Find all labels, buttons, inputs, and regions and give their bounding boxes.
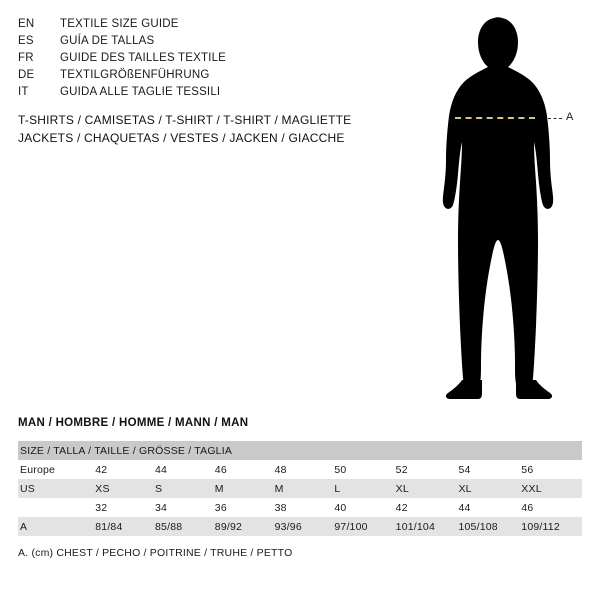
language-row bbox=[18, 16, 378, 33]
table-cell: 109/112 bbox=[519, 517, 582, 536]
language-title: GUIDA ALLE TAGLIE TESSILI bbox=[60, 86, 221, 98]
garment-types bbox=[18, 111, 418, 147]
table-cell: M bbox=[213, 479, 273, 498]
table-cell: 34 bbox=[153, 498, 213, 517]
row-label: A bbox=[18, 517, 93, 536]
measure-leader-line bbox=[548, 118, 562, 119]
table-row-header bbox=[18, 441, 582, 460]
footnote: A. (cm) CHEST / PECHO / POITRINE / TRUHE / PETTO bbox=[18, 547, 293, 559]
table-cell: 36 bbox=[213, 498, 273, 517]
language-code: DE bbox=[18, 69, 35, 81]
table-cell: XS bbox=[93, 479, 153, 498]
row-label: Europe bbox=[18, 460, 93, 479]
table-cell: 32 bbox=[93, 498, 153, 517]
table-cell: S bbox=[153, 479, 213, 498]
table-row bbox=[18, 517, 582, 536]
language-title: TEXTILGRÖßENFÜHRUNG bbox=[60, 69, 210, 81]
table-cell: 46 bbox=[213, 460, 273, 479]
male-silhouette-icon bbox=[400, 8, 600, 408]
table-cell: 105/108 bbox=[456, 517, 519, 536]
table-cell: XL bbox=[456, 479, 519, 498]
table-cell: 56 bbox=[519, 460, 582, 479]
table-cell: XXL bbox=[519, 479, 582, 498]
body-figure bbox=[400, 8, 600, 408]
table-cell: 48 bbox=[273, 460, 333, 479]
table-row bbox=[18, 460, 582, 479]
table-cell: 101/104 bbox=[394, 517, 457, 536]
table-cell: M bbox=[273, 479, 333, 498]
table-cell: 85/88 bbox=[153, 517, 213, 536]
row-label bbox=[18, 498, 93, 517]
table-row bbox=[18, 479, 582, 498]
language-code: IT bbox=[18, 86, 29, 98]
table-cell: 44 bbox=[456, 498, 519, 517]
table-cell: 97/100 bbox=[332, 517, 393, 536]
table-cell: 42 bbox=[93, 460, 153, 479]
language-row bbox=[18, 33, 378, 50]
table-cell: 42 bbox=[394, 498, 457, 517]
language-title: GUIDE DES TAILLES TEXTILE bbox=[60, 52, 227, 64]
table-header-label: SIZE / TALLA / TAILLE / GRÖSSE / TAGLIA bbox=[18, 441, 582, 460]
table-title: MAN / HOMBRE / HOMME / MANN / MAN bbox=[18, 417, 249, 429]
size-table bbox=[18, 441, 582, 536]
language-title: TEXTILE SIZE GUIDE bbox=[60, 18, 179, 30]
table-cell: 50 bbox=[332, 460, 393, 479]
table-cell: XL bbox=[394, 479, 457, 498]
table-cell: 52 bbox=[394, 460, 457, 479]
table-cell: 81/84 bbox=[93, 517, 153, 536]
table-row bbox=[18, 498, 582, 517]
language-code: FR bbox=[18, 52, 34, 64]
language-code: EN bbox=[18, 18, 35, 30]
language-title: GUÍA DE TALLAS bbox=[60, 35, 155, 47]
language-row bbox=[18, 84, 378, 101]
garment-line-jackets: JACKETS / CHAQUETAS / VESTES / JACKEN / GIACCHE bbox=[18, 131, 345, 145]
language-row bbox=[18, 67, 378, 84]
table-cell: 38 bbox=[273, 498, 333, 517]
table-cell: L bbox=[332, 479, 393, 498]
table-cell: 89/92 bbox=[213, 517, 273, 536]
chest-measure-line bbox=[455, 117, 535, 119]
table-cell: 44 bbox=[153, 460, 213, 479]
table-cell: 46 bbox=[519, 498, 582, 517]
table-cell: 54 bbox=[456, 460, 519, 479]
table-cell: 93/96 bbox=[273, 517, 333, 536]
measure-label-a: A bbox=[566, 111, 574, 123]
row-label: US bbox=[18, 479, 93, 498]
language-row bbox=[18, 50, 378, 67]
table-cell: 40 bbox=[332, 498, 393, 517]
language-list bbox=[18, 16, 378, 101]
language-code: ES bbox=[18, 35, 34, 47]
garment-line-tshirts: T-SHIRTS / CAMISETAS / T-SHIRT / T-SHIRT / MAGLIETTE bbox=[18, 113, 352, 127]
